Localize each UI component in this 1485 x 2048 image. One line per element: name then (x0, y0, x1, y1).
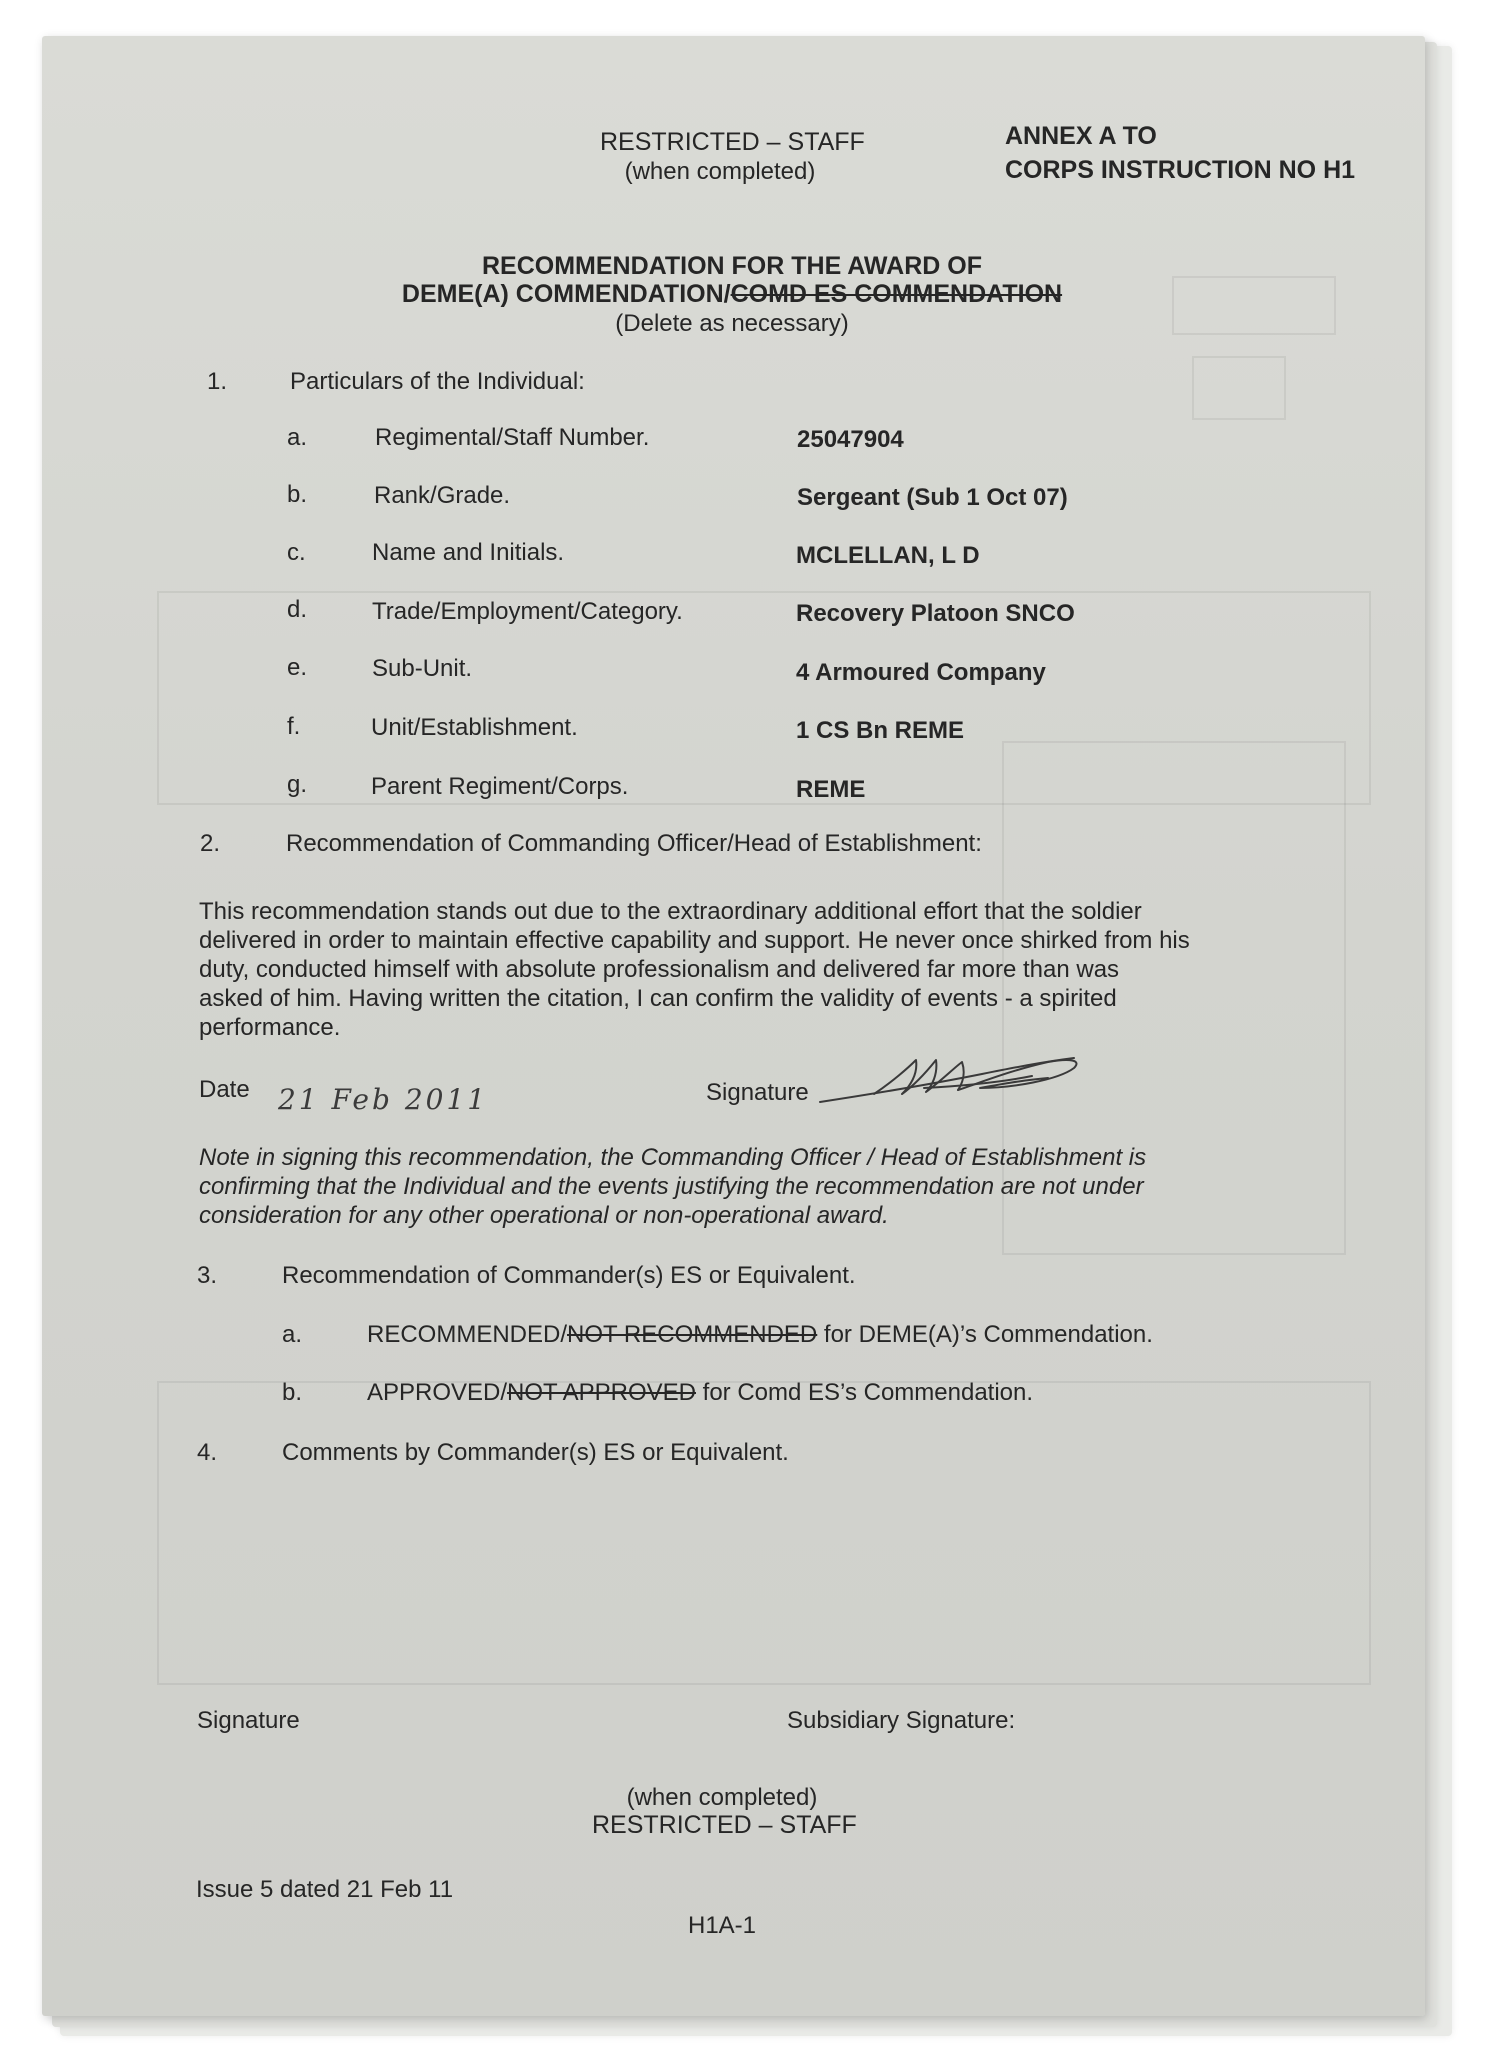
show-through-box-1 (1172, 276, 1336, 335)
show-through-box-5 (157, 1381, 1371, 1685)
recommendation-line-1: This recommendation stands out due to the extraordinary additional effort that the soldier (199, 898, 1142, 925)
recommendation-line-4: asked of him. Having written the citation, I can confirm the validity of events - a spirited (199, 985, 1117, 1012)
item-d-label: Trade/Employment/Category. (372, 598, 683, 625)
annex-line-1: ANNEX A TO (1005, 122, 1157, 150)
note-line-2: confirming that the Individual and the events justifying the recommendation are not under (199, 1173, 1144, 1200)
item-e-letter: e. (287, 654, 308, 681)
handwritten-signature-co (812, 1044, 1102, 1114)
item-3b-kept: APPROVED/ (367, 1379, 508, 1406)
section-2-heading: Recommendation of Commanding Officer/Head of Establishment: (286, 830, 982, 857)
recommendation-line-2: delivered in order to maintain effective capability and support. He never once shirked from his (199, 927, 1190, 954)
title-line-3: (Delete as necessary) (615, 310, 849, 337)
section-3-number: 3. (197, 1262, 218, 1289)
classification-top: RESTRICTED – STAFF (600, 128, 865, 156)
note-line-3: consideration for any other operational or non-operational award. (199, 1202, 889, 1229)
section-1-heading: Particulars of the Individual: (290, 368, 585, 395)
item-3a-kept: RECOMMENDED/ (367, 1321, 568, 1348)
item-f-letter: f. (287, 713, 301, 740)
annex-line-2: CORPS INSTRUCTION NO H1 (1005, 156, 1356, 184)
item-a-label: Regimental/Staff Number. (375, 424, 650, 451)
item-g-label: Parent Regiment/Corps. (371, 773, 629, 800)
item-3a-rest: for DEME(A)’s Commendation. (817, 1321, 1153, 1348)
title-kept-text: DEME(A) COMMENDATION/ (401, 280, 731, 308)
recommendation-line-3: duty, conducted himself with absolute professionalism and delivered far more than was (199, 956, 1120, 983)
item-3b-struck: NOT APPROVED (507, 1379, 696, 1406)
item-3b-text (367, 1379, 1033, 1407)
section-1-number: 1. (207, 368, 228, 395)
item-3a-struck: NOT RECOMMENDED (567, 1321, 818, 1348)
item-3a-text (367, 1321, 1153, 1349)
recommendation-line-5: performance. (199, 1014, 341, 1041)
item-f-label: Unit/Establishment. (371, 714, 578, 741)
issue-line: Issue 5 dated 21 Feb 11 (196, 1876, 454, 1903)
section-2-number: 2. (200, 830, 221, 857)
item-g-letter: g. (287, 771, 308, 798)
when-completed-bottom: (when completed) (626, 1784, 818, 1811)
item-a-value: 25047904 (797, 426, 904, 453)
item-b-letter: b. (287, 481, 308, 508)
title-line-2 (342, 280, 1122, 308)
item-b-label: Rank/Grade. (374, 482, 511, 509)
item-b-value: Sergeant (Sub 1 Oct 07) (797, 484, 1068, 511)
title-line-1: RECOMMENDATION FOR THE AWARD OF (482, 252, 982, 280)
item-d-value: Recovery Platoon SNCO (796, 600, 1075, 627)
item-3b-rest: for Comd ES’s Commendation. (696, 1379, 1034, 1406)
page-reference: H1A-1 (687, 1912, 757, 1939)
item-c-label: Name and Initials. (372, 539, 565, 566)
classification-bottom: RESTRICTED – STAFF (592, 1811, 857, 1839)
show-through-box-2 (1192, 356, 1286, 420)
note-line-1: Note in signing this recommendation, the Commanding Officer / Head of Establishment is (199, 1144, 1147, 1171)
signature-label-commander: Signature (197, 1707, 300, 1734)
item-f-value: 1 CS Bn REME (796, 717, 965, 744)
item-e-value: 4 Armoured Company (796, 659, 1046, 686)
item-d-letter: d. (287, 596, 308, 623)
item-3a-letter: a. (282, 1321, 303, 1348)
date-label: Date (199, 1076, 250, 1103)
title-struck-text: COMD ES COMMENDATION (730, 280, 1063, 308)
when-completed-top: (when completed) (624, 158, 816, 185)
section-4-number: 4. (197, 1439, 218, 1466)
item-e-label: Sub-Unit. (372, 655, 473, 682)
item-c-value: MCLELLAN, L D (796, 542, 980, 569)
item-c-letter: c. (287, 539, 306, 566)
subsidiary-signature-label: Subsidiary Signature: (787, 1707, 1016, 1734)
document-page (42, 36, 1425, 2016)
handwritten-date: 21 Feb 2011 (278, 1083, 489, 1116)
signature-label-co: Signature (706, 1079, 809, 1106)
item-a-letter: a. (287, 424, 308, 451)
item-3b-letter: b. (282, 1379, 303, 1406)
section-3-heading: Recommendation of Commander(s) ES or Equivalent. (282, 1262, 856, 1289)
item-g-value: REME (796, 776, 866, 803)
section-4-heading: Comments by Commander(s) ES or Equivalent. (282, 1439, 789, 1466)
